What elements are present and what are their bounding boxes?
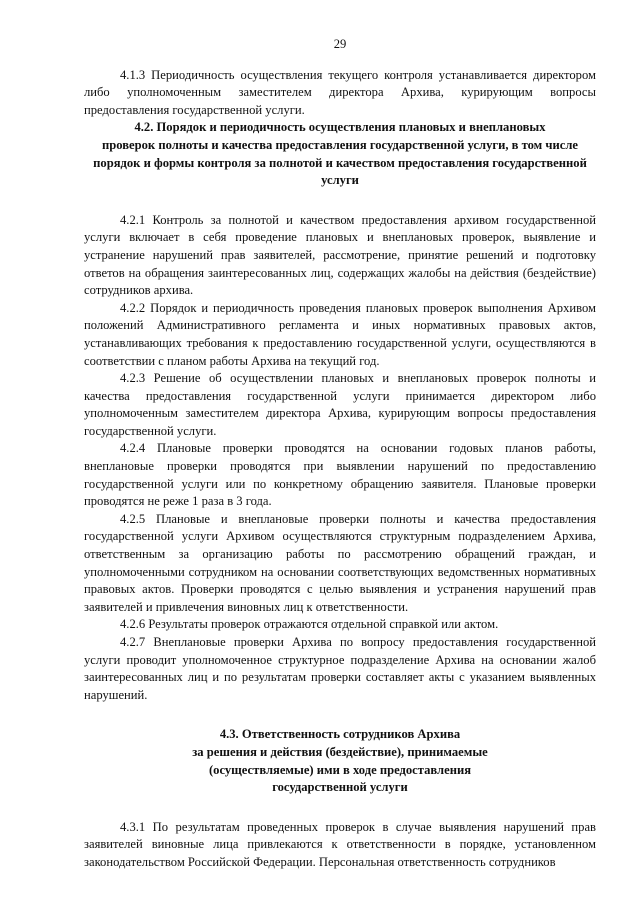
paragraph-4-2-4: 4.2.4 Плановые проверки проводятся на основании годовых планов работы, внеплановые проверки проводятся при выявлении нарушений по предоставлению государственной услуги или по конкретному обращению заявителя. Плановые проверки проводятся не реже 1 раза в 3 года. [84,441,596,509]
paragraph-4-3-1: 4.3.1 По результатам проведенных проверок в случае выявления нарушений прав заявителей виновные лица привлекаются к ответственности в порядке, установленном законодательством Российской Федерации. Персональная ответственность сотрудников [84,819,596,869]
heading-line: услуги [321,173,359,188]
paragraph-4-2-6: 4.2.6 Результаты проверок отражаются отдельной справкой или актом. [120,617,499,632]
section-heading-4-3 [84,726,596,796]
paragraph-4-1-3: 4.1.3 Периодичность осуществления текущего контроля устанавливается директором либо уполномоченным заместителем директора Архива, курирующим вопросы предоставления государственной услуги. [84,67,596,117]
heading-line: государственной услуги [272,780,408,795]
paragraph-4-2-3: 4.2.3 Решение об осуществлении плановых и внеплановых проверок полноты и качества предоставления государственной услуги принимается директором либо уполномоченным заместителем директора Архива, курирующим вопросы предоставления государственной услуги. [84,371,596,438]
heading-line: (осуществляемые) ими в ходе предоставления [208,762,472,777]
section-heading-4-2 [84,119,596,189]
paragraph-4-2-5: 4.2.5 Плановые и внеплановые проверки полноты и качества предоставления государственной услуги Архивом осуществляются структурным подразделением Архива, ответственным за организацию работы по рассмотрению обращений граждан, и уполномоченными сотрудником на основании соответствующих ведомственных нормативных правовых актов. Проверки проводятся с целью выявления и устранения нарушений прав заявителей и привлечения виновных лиц к ответственности. [84,511,596,614]
paragraph-4-2-1: 4.2.1 Контроль за полнотой и качеством предоставления архивом государственной услуги включает в себя проведение плановых и внеплановых проверок, выявление и устранение нарушений прав заявителей, рассмотрение, принятие решений и подготовку ответов на обращения заинтересованных лиц, содержащих жалобы на действия (бездействие) сотрудников архива. [84,212,596,298]
heading-line: 4.2. Порядок и периодичность осуществления плановых и внеплановых [134,120,546,135]
heading-line: проверок полноты и качества предоставления государственной услуги, в том числе [102,137,578,152]
heading-line: за решения и действия (бездействие), принимаемые [192,744,488,759]
heading-line: 4.3. Ответственность сотрудников Архива [219,727,461,742]
paragraph-4-2-2: 4.2.2 Порядок и периодичность проведения плановых проверок выполнения Архивом положений Административного регламента и иных нормативных правовых актов, устанавливающих требования к предоставлению государственной услуги, осуществляются в соответствии с планом работы Архива на текущий год. [84,300,596,368]
page-number: 29 [333,37,347,51]
heading-line: порядок и формы контроля за полнотой и качеством предоставления государственной [93,155,587,170]
paragraph-4-2-7: 4.2.7 Внеплановые проверки Архива по вопросу предоставления государственной услуги проводит уполномоченное структурное подразделение Архива на основании жалоб заинтересованных лиц и по результатам проверки составляет акты с указанием выявленных нарушений. [84,635,596,702]
